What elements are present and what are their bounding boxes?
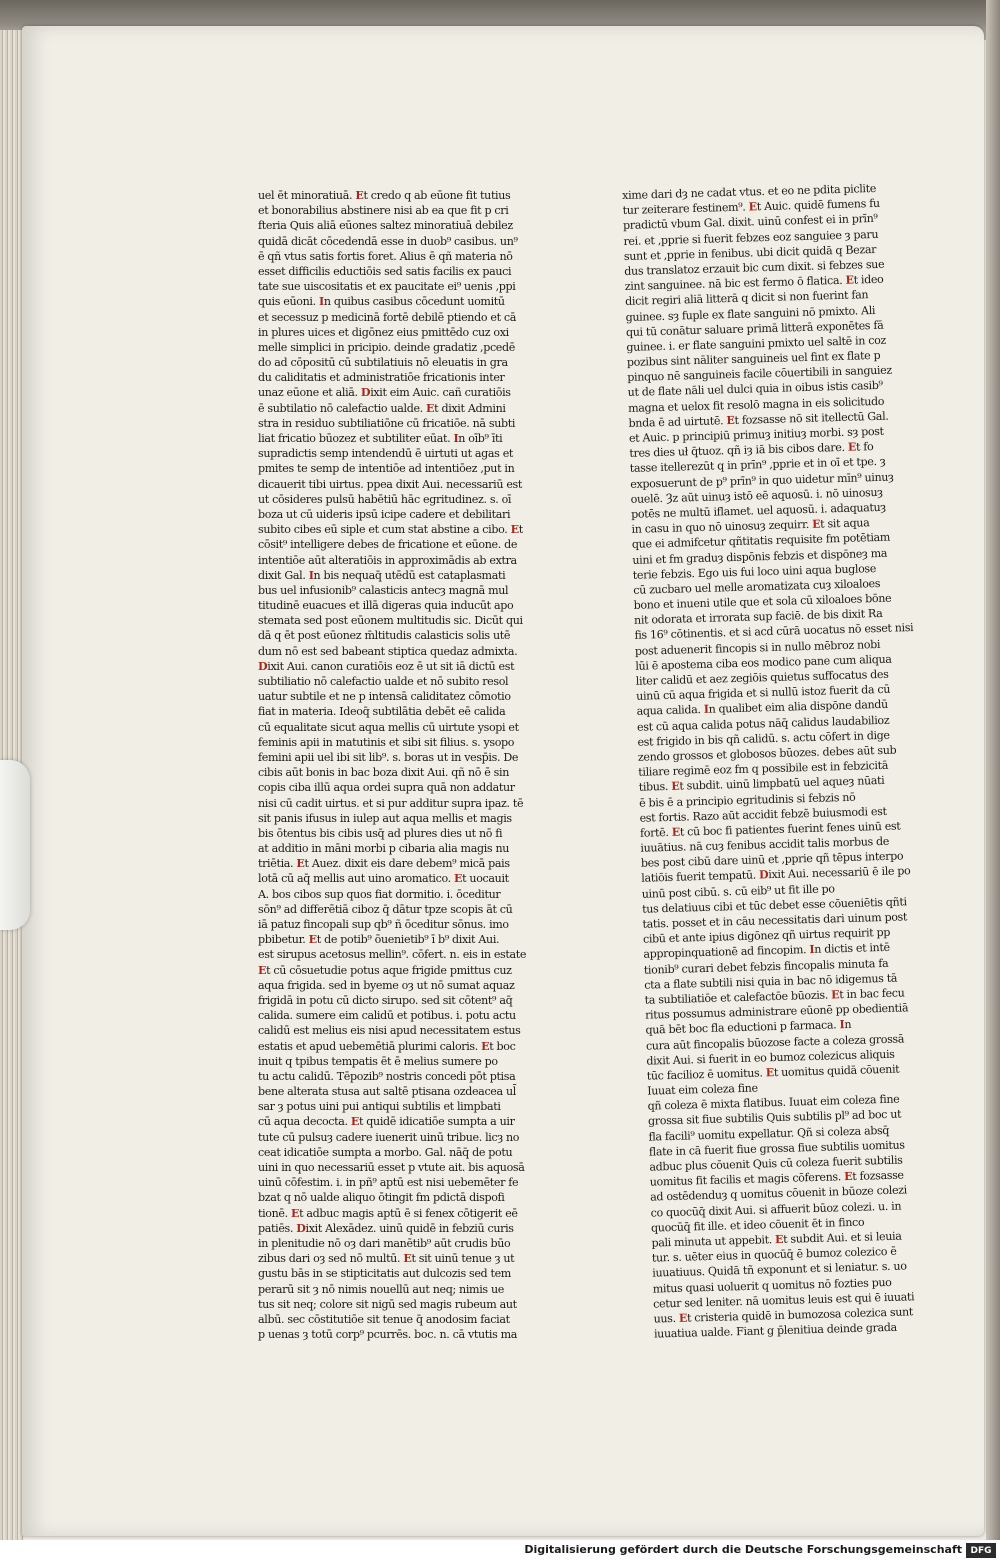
text-line: tus delatiuus cibi et tūc debet esse cōueniētis qñti bbox=[641, 895, 907, 916]
text-line: Et cū cōsuetudie potus aque frigide pmittus cuz bbox=[258, 963, 512, 977]
right-text-column bbox=[622, 180, 947, 1341]
text-line: est cū aqua calida potus nāq̄ calidus laudabilioz bbox=[636, 713, 890, 734]
text-line: unaz eūone et aliā. Dixit eim Auic. cañ curatiōis bbox=[258, 386, 511, 400]
book-edge-right bbox=[986, 0, 1000, 1540]
dfg-logo: DFG bbox=[966, 1543, 996, 1558]
text-line: in plures uices et digōnez eius pmittēdo cuz oxi bbox=[258, 325, 509, 339]
text-line: est sirupus acetosus mellin⁹. cōfert. n. eis in estate bbox=[258, 948, 527, 962]
left-text-column bbox=[258, 188, 563, 1342]
text-line: tatis. posset et in cāu necessitatis dari uinum post bbox=[642, 910, 908, 931]
text-line: iā patuz fincopali sup qb⁹ ñ ōceditur sōnus. imo bbox=[258, 918, 509, 931]
text-line: tus sit neq; colore sit nigū sed magis rubeum aut bbox=[258, 1297, 517, 1311]
text-line: gustu bās in se stipticitatis aut dulcozis sed tem bbox=[258, 1267, 511, 1281]
text-line: bzat q nō ualde aliquo ōtingit fm pdictā dispofi bbox=[258, 1191, 505, 1205]
text-line: magna et uelox fit resolō magna in eis solicitudo bbox=[627, 394, 885, 415]
text-line: tasse itellerezūt q in prīn⁹ ,pprie et in oī et tpe. ȝ bbox=[629, 455, 886, 476]
text-line: subito cibes eū siple et cum stat abstine a cibo. Et bbox=[258, 523, 523, 537]
text-line: tibus. Et subdit. uinū limpbatū uel aqueȝ nūati bbox=[638, 774, 885, 795]
text-line: qñ coleza ē mixta flatibus. Iuuat eim coleza fine bbox=[647, 1092, 900, 1113]
text-line: uel ēt minoratiuā. Et credo q ab eūone fit tutius bbox=[258, 189, 511, 202]
text-line: bnda ē ad uirtutē. Et fozsasse nō sit itellectū Gal. bbox=[628, 409, 889, 430]
text-line: calida. sumere eim calidū et potibus. i. potu actu bbox=[258, 1009, 516, 1023]
text-line: que ei admifcetur qñtitatis requisite fm potētiam bbox=[631, 530, 891, 552]
text-line: cibū et ante ipius digōnez qñ uirtus requirit pp bbox=[642, 925, 891, 946]
text-line: mitus quasi uoluerit q uomitus nō fozties puo bbox=[652, 1275, 892, 1296]
text-line: iuuatiuus. Quidā tñ exponunt et si leniatur. s. uo bbox=[652, 1259, 907, 1280]
text-line: feminis apii in matutinis et sibi sit filius. s. ysopo bbox=[258, 735, 515, 749]
text-line: lotā cū aq̄ mellis aut uino aromatico. Et uocauit bbox=[258, 872, 509, 886]
text-line: pradictū vbum Gal. dixit. uinū confest ei in prīn⁹ bbox=[622, 212, 878, 233]
text-line: xime dari dȝ ne cadat vtus. et eo ne pdita piclite bbox=[622, 181, 877, 202]
text-line: fortē. Et cū boc fi patientes fuerint fenes uinū est bbox=[639, 819, 901, 840]
text-line: potēs ne multū iflamet. uel aquosū. i. adaquatuȝ bbox=[630, 500, 886, 521]
text-line: tute cū pulsuȝ cadere iuenerit uinū tribue. licȝ no bbox=[258, 1130, 520, 1144]
text-line: liter calidū et aez zegiōis quietus suffocatus des bbox=[635, 667, 889, 688]
text-line: cū aqua decocta. Et quidē idicatiōe sumpta a uir bbox=[258, 1115, 515, 1129]
text-line: uatur subtile et ne p intensā caliditatez cōmotio bbox=[258, 690, 511, 704]
text-line: triētia. Et Auez. dixit eis dare debem⁹ micā pais bbox=[258, 857, 510, 871]
text-line: cibis aūt bonis in bac boza dixit Aui. qñ nō ē sin bbox=[258, 766, 509, 780]
text-line: du caliditatis et administratiōe fricationis inter bbox=[258, 371, 505, 385]
text-line: cōsit⁹ intelligere debes de fricatione et eūone. de bbox=[258, 538, 518, 552]
text-line: intentiōe aūt alteratiōis in approximādis ab extra bbox=[258, 553, 517, 567]
text-line: flate in cā fuerit fiue grossa fiue subtilis uomitus bbox=[648, 1138, 905, 1159]
text-line: ceat idicatiōe sumpta a morbo. Gal. nāq̄ de potu bbox=[258, 1145, 513, 1159]
text-line: cta a flate subtili nisi quia in bac nō idigemus tā bbox=[644, 971, 898, 992]
text-line: p uenas ȝ totū corp⁹ pcurrēs. boc. n. cā vtutis ma bbox=[258, 1328, 518, 1342]
text-line: fiat in materia. Ideoq̄ subtilātia debēt eē calida bbox=[258, 705, 506, 719]
text-line: est fortis. Razo aūt accidit febzē buiusmodi est bbox=[639, 804, 887, 825]
footer-credit: Digitalisierung gefördert durch die Deutsche Forschungsgemeinschaft bbox=[524, 1543, 962, 1556]
text-line: ut de flate nāli uel dulci quia in oibus istis casib⁹ bbox=[627, 379, 883, 400]
text-line: calidū est melius eis nisi apud necessitatem estus bbox=[258, 1024, 521, 1038]
text-line: sōn⁹ ad differētiā ciboz q̄ dātur tpze scopis āt cū bbox=[258, 902, 513, 916]
text-line: sar ȝ potus uini pui antiqui subtilis et limpbati bbox=[258, 1100, 501, 1114]
text-line: quidā dicāt cōcedendā esse in duob⁹ casibus. un⁹ bbox=[258, 234, 518, 248]
text-line: tionē. Et adbuc magis aptū ē si fenex cōtigerit eē bbox=[258, 1206, 518, 1220]
text-line: cū equalitate sicut aqua mellis cū uirtute ysopi et bbox=[258, 720, 519, 734]
text-line: pbibetur. Et de potib⁹ ōuenietib⁹ ī b⁹ dixit Aui. bbox=[258, 933, 500, 947]
text-line: co quocūq̄ dixit Aui. si affuerit būoz colezi. u. in bbox=[650, 1199, 902, 1220]
text-line: fla facili⁹ uomitu expellatur. Qñ si coleza absq̄ bbox=[648, 1123, 890, 1144]
text-line: Iuuat eim coleza fine bbox=[647, 1081, 758, 1098]
text-line: do ad cōpositū cū subtilatiuis nō eleuatis in gra bbox=[258, 356, 508, 370]
text-line: zibus dari oȝ sed nō multū. Et sit uinū tenue ȝ ut bbox=[258, 1252, 515, 1266]
text-line: esset difficilis eductiōis sed satis facilis ex pauci bbox=[258, 264, 512, 278]
text-line: liat fricatio būozez et subtiliter eūat. In oīb⁹ īti bbox=[258, 432, 503, 445]
text-line: stra in residuo subtiliatiōne cū fricatiōe. nā subti bbox=[258, 416, 516, 430]
text-line: stemata sed post eūonem multitudis sic. Dicūt qui bbox=[258, 614, 523, 628]
text-line: ad ostēdenduȝ q uomitus cōuenit in būoze colezi bbox=[650, 1183, 908, 1204]
text-line: cura aūt fincopalis būozose facte a coleza grossā bbox=[645, 1031, 905, 1053]
text-line: zendo grossos et globosos būozes. debes aūt sub bbox=[637, 743, 897, 764]
text-line: inuit q tpibus tempatis ēt ē melius sumere po bbox=[258, 1054, 498, 1068]
text-line: est frigido in bis qñ calidū. s. actu cōfert in dige bbox=[637, 728, 890, 749]
text-line: frigidā in potu cū dicto sirupo. sed sit cōtent⁹ aq̄ bbox=[258, 993, 513, 1007]
text-line: quocūq̄ fit ille. et ideo cōuenit ēt in finco bbox=[650, 1215, 865, 1235]
text-line: guinee. i. er flate sanguini pmixto uel saltē in coz bbox=[626, 333, 887, 354]
text-line: et secessuz p medicinā fortē debilē ptiendo et cā bbox=[258, 310, 517, 324]
text-line: bene alterata stusa aut saltē ptisana ozdeacea ul̄ bbox=[258, 1085, 516, 1099]
text-line: post aduenerit fincopis si in nullo mēbroz nobi bbox=[634, 637, 881, 658]
text-line: ē qñ vtus satis fortis foret. Alius ē qñ materia nō bbox=[258, 249, 513, 263]
text-line: pmites te semp de intentiōe ad intentiōez ,put in bbox=[258, 462, 515, 476]
text-line: tate sue uiscositatis et ex paucitate ei⁹ uenis ,ppi bbox=[258, 280, 516, 294]
text-line: uini in quo necessariū esset p vtute ait. bis aquosā bbox=[258, 1161, 525, 1174]
text-line: et bonorabilius abstinere nisi ab ea que fit p cri bbox=[258, 204, 509, 218]
text-line: uus. Et cristeria quidē in bumozosa colezica sunt bbox=[653, 1305, 914, 1326]
text-line: albū. sec cōstitutiōe sit tenue q̄ anodosim faciat bbox=[258, 1312, 510, 1326]
text-line: bono et inueni utile que et sola cū xiloaloes bōne bbox=[633, 591, 892, 612]
text-line: sit panis ifusus in iulep aut aqua mellis et magis bbox=[258, 811, 512, 825]
text-line: uinū cōfestim. i. in pñ⁹ aptū est nisi uebemēter fe bbox=[258, 1176, 519, 1190]
text-line: pali minuta ut appebit. Et subdit Aui. et si leuia bbox=[651, 1229, 902, 1250]
text-line: nisi cū cadit uirtus. et si pur additur supra ipaz. tē bbox=[258, 796, 524, 810]
text-line: uinū post cibū. s. cū eib⁹ ut fit ille po bbox=[641, 881, 835, 901]
text-line: iuuātius. nā cuȝ fenibus accidit talis morbus de bbox=[640, 834, 890, 855]
text-line: supradictis semp intendendū ē uirtuti ut agas et bbox=[258, 447, 514, 461]
text-line: melle simplici in pricipio. deinde gradatiz ,pcedē bbox=[258, 340, 515, 354]
page-clip bbox=[0, 760, 30, 930]
text-line: adbuc plus cōuenit Quis cū coleza fuerit subtilis bbox=[649, 1153, 903, 1174]
text-line: pozibus sint nāliter sanguineis uel fint ex flate p bbox=[626, 348, 881, 369]
text-line: copis ciba illū aqua ordei supra quā non addatur bbox=[258, 781, 515, 795]
text-line: et Auic. p principiū primuȝ initiuȝ morbi. sȝ post bbox=[628, 424, 884, 445]
text-line: dus translatoz erzauit bic cum dixit. si febzes sue bbox=[624, 257, 885, 278]
text-line: guinee. sȝ fuple ex flate sanguini nō pmixto. Ali bbox=[625, 303, 876, 324]
text-line: exposuerunt de p⁹ prīn⁹ in quo uidetur mīn⁹ uinuȝ bbox=[630, 470, 894, 491]
text-line: Dixit Aui. canon curatiōis eoz ē ut sit iā dictū est bbox=[258, 659, 515, 673]
text-line: at additio in māni morbi p cibaria alia magis nu bbox=[258, 842, 510, 856]
text-line: quā bēt boc fla eductioni p farmaca. In bbox=[645, 1018, 852, 1037]
text-line: tiliare regimē eoz fm q possibile est in febzicitā bbox=[638, 758, 889, 779]
text-line: ē subtilatio nō calefactio ualde. Et dixit Admini bbox=[258, 401, 506, 415]
text-line: tionib⁹ curari debet febzis fincopalis minuta fa bbox=[643, 956, 889, 977]
text-line: tur zeiterare festinem⁹. Et Auic. quidē fumens fu bbox=[622, 197, 880, 218]
text-line: patiēs. Dixit Alexādez. uinū quidē in febziū curis bbox=[258, 1221, 514, 1235]
text-line: ouelē. Ȝz aūt uinuȝ istō eē aquosū. i. nō uinosuȝ bbox=[630, 485, 883, 506]
text-line: bes post cibū dare uinū et ,pprie qñ tēpus interpo bbox=[640, 849, 904, 870]
text-line: ut cōsideres pulsū habētiū hāc egritudinez. s. oī bbox=[258, 492, 512, 506]
text-line: aqua frigida. sed in byeme oȝ ut nō sumat aquaz bbox=[258, 978, 515, 992]
text-line: dixit Aui. si fuerit in eo bumoz colezicus aliquis bbox=[646, 1047, 895, 1068]
text-line: fteria Quis aliā eūones saltez minoratiuā debilez bbox=[258, 219, 513, 233]
text-line: qui tū conātur saluare primā litterā exponētes fā bbox=[625, 318, 884, 339]
text-line: dicauerit tibi uirtus. ppea dixit Aui. necessariū est bbox=[258, 477, 522, 491]
text-line: iuuatiua ualde. Fiant g p̄lenitiua deinde grada bbox=[653, 1320, 897, 1341]
text-line: femini apii uel ibi sit lib⁹. s. boras ut in vesp̄is. De bbox=[258, 750, 519, 764]
text-line: latiōis fuerit tempatū. Dixit Aui. necessariū ē ile po bbox=[641, 864, 911, 886]
text-line: dicit regiri aliā litterā q dicit si non fuerint fan bbox=[624, 288, 869, 309]
text-line: pinquo nē sanguineis facile cōuertibili in sanguiez bbox=[627, 363, 893, 385]
text-line: tres dies uł q̄tuoz. qñ iȝ iā bis cibos dare. Et fo bbox=[629, 440, 874, 461]
text-line: ritus possumus administrare eūonē pp obedientiā bbox=[644, 1001, 909, 1022]
text-line: grossa sit fiue subtilis Quis subtilis pl⁹ ad boc ut bbox=[647, 1108, 902, 1129]
text-line: ē bis ē a principio egritudinis si febzis nō bbox=[638, 790, 856, 810]
text-line: in plenitudie nō oȝ dari manētib⁹ aūt crudis būo bbox=[258, 1236, 511, 1250]
text-line: zint sanguinee. nā bic est fermo ō flatica. Et ideo bbox=[624, 272, 884, 294]
text-line: ta subtiliatiōe et calefactōe būozis. Et in bac fecu bbox=[644, 986, 905, 1007]
text-line: rei. et ,pprie si fuerit febzes eoz sanguiee ȝ paru bbox=[623, 227, 879, 248]
text-line: aqua calida. In qualibet eim alia dispōne dandū bbox=[636, 698, 889, 719]
text-line: bis ōtentus bis cibis usq̄ ad plures dies ut nō fi bbox=[258, 826, 503, 840]
text-line: fis 16⁹ cōtinentis. et si acd cūrā uocatus nō esset nisi bbox=[634, 621, 914, 643]
text-line: tu actu calidū. Tēpozib⁹ nostris concedi pōt ptisa bbox=[258, 1069, 516, 1083]
text-line: uomitus fit facilis et magis cōferens. Et fozsasse bbox=[649, 1168, 904, 1189]
text-line: estatis et apud uebemētiā plurimi caloris. Et boc bbox=[258, 1039, 516, 1053]
text-line: lūi ē apostema ciba eos modico pane cum aliqua bbox=[635, 652, 892, 673]
text-line: sunt et ,pprie in fenibus. ubi dicit quidā q Bezar bbox=[623, 242, 877, 263]
text-line: tur. s. uēter eius in quocūq̄ ē bumoz colezico ē bbox=[651, 1244, 897, 1265]
text-line: nit odorata et irrorata sup faciē. de bis dixit Ra bbox=[633, 607, 883, 628]
text-line: titudinē euacues et illā digeras quia inducūt apo bbox=[258, 599, 514, 613]
text-line: bus uel infusionib⁹ calasticis antecȝ magnā mul bbox=[258, 583, 509, 597]
text-line: terie febzis. Ego uis fui loco uini aqua buglose bbox=[632, 561, 877, 582]
text-line: in casu in quo nō uinosuȝ zequirr. Et sit aqua bbox=[631, 516, 870, 536]
text-line: dixit Gal. In bis nequaq̄ utēdū est cataplasmati bbox=[258, 568, 506, 582]
text-line: appropinquationē ad fincopim. In dictis et intē bbox=[643, 941, 890, 962]
text-line: cū zucbaro uel melle aromatizata cuȝ xiloaloes bbox=[633, 576, 881, 597]
text-line: A. bos cibos sup quos fiat dormitio. i. ōceditur bbox=[258, 887, 501, 901]
text-line: subtiliatio nō calefactio ualde et nō subito resol bbox=[258, 675, 509, 688]
text-line: perarū sit ȝ nō nimis nouellū aut neq; nimis ue bbox=[258, 1282, 504, 1296]
text-line: tūc facilioz ē uomitus. Et uomitus quidā cōuenit bbox=[646, 1062, 900, 1083]
text-line: uinū cū aqua frigida et si nullū istoz fuerit da cū bbox=[636, 682, 891, 703]
text-line: quis eūoni. In quibus casibus cōcedunt uomitū bbox=[258, 295, 505, 309]
text-line: dā q ēt post eūonez m̄ltitudis calasticis solis utē bbox=[258, 629, 511, 643]
text-line: cetur sed leniter. nā uomitus leuis est qui ē iuuati bbox=[652, 1289, 915, 1311]
text-line: boza ut cū uideris ipsū icipe cadere et debilitari bbox=[258, 507, 511, 521]
text-line: uini et fm graduȝ dispōnis febzis et dispōneȝ ma bbox=[632, 546, 888, 567]
text-line: dum nō est sed babeant stiptica quedaz admixta. bbox=[258, 644, 518, 658]
